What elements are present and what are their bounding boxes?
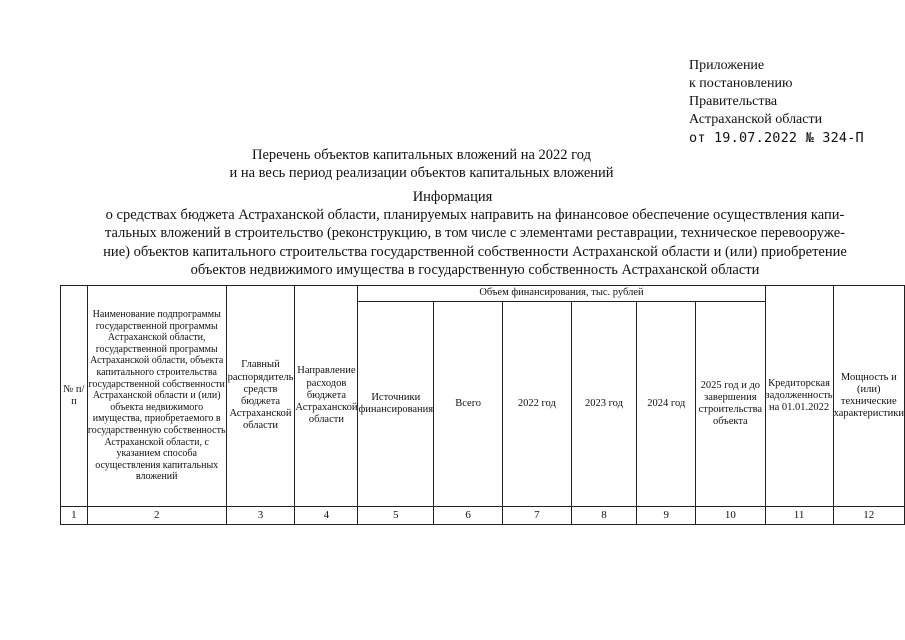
header-accounts-payable <box>765 286 833 507</box>
appendix-line: Правительства <box>689 94 778 109</box>
column-number: 9 <box>637 507 696 525</box>
title-line-1: Перечень объектов капитальных вложений на 2022 год <box>252 147 591 163</box>
header-object-name <box>87 286 226 507</box>
header-text: № п/п <box>63 383 85 407</box>
column-number: 7 <box>503 507 571 525</box>
header-total <box>434 302 503 507</box>
header-text: 2022 год <box>517 397 556 409</box>
header-funding-sources <box>358 302 434 507</box>
info-paragraph <box>80 206 870 279</box>
header-year-2025-plus <box>696 302 765 507</box>
header-text: 2025 год и до завершения строительства объекта <box>698 379 763 428</box>
info-line: о средствах бюджета Астраханской области, планируемых направить на финансовое обеспечение осуществления капи- <box>105 207 845 223</box>
appendix-line: к постановлению <box>689 76 793 91</box>
header-text: 2024 год <box>647 397 686 409</box>
column-number: 2 <box>87 507 226 525</box>
column-number: 10 <box>696 507 765 525</box>
column-number: 12 <box>833 507 904 525</box>
appendix-line: Астраханской области <box>689 112 823 127</box>
info-line: объектов недвижимого имущества в государственную собственность Астраханской области <box>190 261 760 278</box>
header-row-number <box>61 286 88 507</box>
appendix-block <box>689 57 864 147</box>
column-number: 8 <box>571 507 637 525</box>
title-line-2: и на весь период реализации объектов капитальных вложений <box>229 165 614 181</box>
info-line: тальных вложений в строительство (реконструкцию, в том числе с элементами реставрации, техническое перевооруже- <box>105 225 845 242</box>
capital-investments-table <box>60 285 905 525</box>
header-text: Кредиторская задолженность на 01.01.2022 <box>765 377 833 414</box>
header-text: Направление расходов бюджета Астраханской области <box>295 365 358 426</box>
header-year-2024 <box>637 302 696 507</box>
header-year-2023 <box>571 302 637 507</box>
column-number: 4 <box>295 507 358 525</box>
header-text: Наименование подпрограммы государственной программы Астраханской области, государственной программы Астраханской области, объекта капитального строительства государственной собственности Астраханской области и (или) объекта недвижимого имущества, приобретаемого в государственную собственность Астраханской области, с указанием способа осуществления капитальных вложений <box>87 309 226 483</box>
column-number: 3 <box>226 507 295 525</box>
header-budget-manager <box>226 286 295 507</box>
appendix-date-number: от 19.07.2022 № 324-П <box>689 130 864 146</box>
info-heading: Информация <box>412 189 493 205</box>
header-text: Главный распорядитель средств бюджета Астраханской области <box>227 359 294 432</box>
info-line: ние) объектов капитального строительства государственной собственности Астраханской области и (или) приобретение <box>103 243 847 260</box>
header-text: Источники финансирования <box>358 391 434 415</box>
header-text: Объем финансирования, тыс. рублей <box>479 287 644 299</box>
column-number: 1 <box>61 507 88 525</box>
header-financing-volume <box>358 286 765 302</box>
header-capacity <box>833 286 904 507</box>
document-title <box>0 146 905 182</box>
column-number: 11 <box>765 507 833 525</box>
header-text: Всего <box>455 397 481 409</box>
header-year-2022 <box>503 302 571 507</box>
column-number: 5 <box>358 507 434 525</box>
header-text: 2023 год <box>585 397 623 409</box>
appendix-line: Приложение <box>689 58 765 73</box>
header-expense-direction <box>295 286 358 507</box>
header-text: Мощность и (или) технические характеристики <box>833 371 904 420</box>
column-number: 6 <box>434 507 503 525</box>
